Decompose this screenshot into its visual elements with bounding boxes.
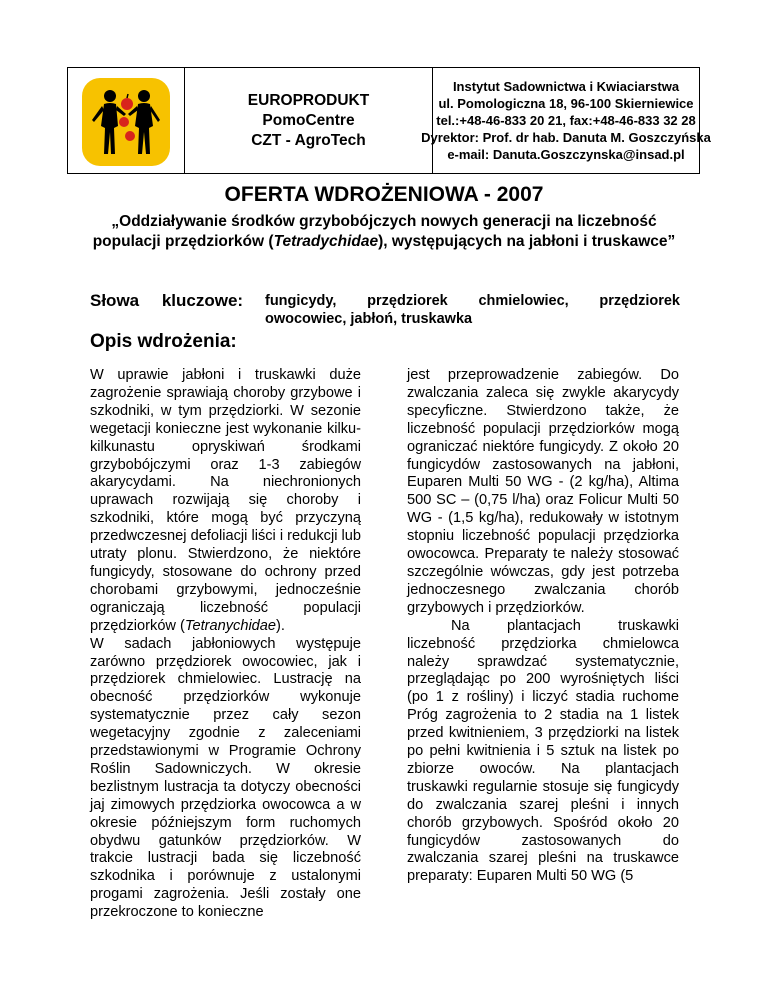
left-p1-text: W uprawie jabłoni i truskawki duże zagrożenie sprawiają choroby grzybowe i szkodniki, w tym przędziorki. W sezonie wegetacji konieczne jest wykonanie kilku-kilkunastu opryskiwań środkami grzybobójczymi oraz 1-3 zabiegów akarycydami. Na niechronionych uprawach rozwijają się choroby i szkodniki, które mogą być przyczyną przedwczesnej defoliacji liści i redukcji lub utraty plonu. Stwierdzono, że niektóre fungicydy, stosowane do ochrony przed chorobami grzybowymi, jednocześnie ograniczają liczebność populacji przędziorków (: [90, 367, 361, 634]
adam-and-eve-logo-icon: [80, 76, 172, 168]
right-paragraph-1: jest przeprowadzenie zabiegów. Do zwalczania zaleca się zwykle akarycydy specyficzne. Stwierdzono także, że liczebność populacji przędziorków mogą ograniczać niektóre fungicydy. Z około 20 fungicydów zastosowanych na jabłoni, Euparen Multi 50 WG - (2 kg/ha), Altima 500 SC – (0,75 l/ha) oraz Folicur Multi 50 WG - (1,5 kg/ha), redukowały w istotnym stopniu liczebność populacji przędziorka owocowca. Preparaty te należy stosować szczególnie wówczas, gdy jest potrzeba jednoczesnego zwalczania chorób grzybowych i przędziorków.: [407, 367, 679, 616]
org-name-line-2: PomoCentre: [262, 111, 355, 129]
subtitle-after: ), występujących na jabłoni i truskawce”: [378, 233, 676, 250]
subtitle-latin-name: Tetradychidae: [273, 233, 379, 250]
section-heading: Opis wdrożenia:: [90, 331, 237, 352]
left-text-column: [90, 367, 361, 922]
institute-director: Dyrektor: Prof. dr hab. Danuta M. Goszczyńska: [421, 130, 711, 145]
institute-phone-fax: tel.:+48-46-833 20 21, fax:+48-46-833 32 28: [436, 113, 696, 128]
logo-cell: [68, 68, 185, 173]
institute-email: e-mail: Danuta.Goszczynska@insad.pl: [447, 147, 685, 162]
org-name-line-1: EUROPRODUKT: [247, 91, 370, 109]
left-p1-end: ).: [276, 617, 285, 634]
institute-name: Instytut Sadownictwa i Kwiaciarstwa: [452, 79, 680, 94]
keywords-text: fungicydy, przędziorek chmielowiec, przędziorek owocowiec, jabłoń, truskawka: [265, 293, 680, 327]
institute-address: ul. Pomologiczna 18, 96-100 Skierniewice: [438, 96, 694, 111]
offer-subtitle: [90, 212, 678, 252]
right-text-column: [407, 367, 679, 886]
org-name-line-3: CZT - AgroTech: [251, 131, 366, 149]
institute-cell: [421, 68, 711, 173]
left-paragraph-2: W sadach jabłoniowych występuje zarówno przędziorek owocowiec, jak i przędziorek chmielowiec. Lustrację na obecność przędziorków wykonuje systematycznie przez cały sezon wegetacyjny zgodnie z zaleceniami przedstawionymi w Programie Ochrony Roślin Sadowniczych. W okresie bezlistnym lustracja ta dotyczy obecności jaj zimowych przędziorka owocowca a w okresie późniejszym form ruchomych obydwu gatunków przędziorków. W trakcie lustracji bada się liczebność szkodnika i porównuje z ustalonymi progami zagrożenia. Jeśli zostały one przekroczone to konieczne: [90, 635, 361, 921]
right-paragraph-2: Na plantacjach truskawki liczebność przędziorka chmielowca należy sprawdzać systematycznie, przeglądając po 200 wyrośniętych liści (po 1 z rośliny) i liczyć stadia ruchome Próg zagrożenia to 2 stadia na 1 listek przed kwitnieniem, 3 przędziorki na listek po pełni kwitnienia i 5 sztuk na listek po zbiorze owoców. Na plantacjach truskawki regularnie stosuje się fungicydy do zwalczania szarej pleśni i innych chorób grzybowych. Spośród około 20 fungicydów zastosowanych do zwalczania szarej pleśni na truskawce preparaty: Euparen Multi 50 WG (5: [407, 617, 679, 885]
page-title: OFERTA WDROŻENIOWA - 2007: [224, 183, 544, 206]
left-paragraph-1: [90, 367, 361, 636]
left-p1-latin-name: Tetranychidae: [184, 617, 277, 634]
keywords-label: Słowa kluczowe:: [90, 291, 244, 310]
organization-cell: [185, 68, 433, 173]
subtitle-before: „Oddziaływanie środków grzybobójczych nowych generacji na liczebność populacji przędziorków (: [92, 213, 657, 250]
header-box: [67, 67, 711, 174]
